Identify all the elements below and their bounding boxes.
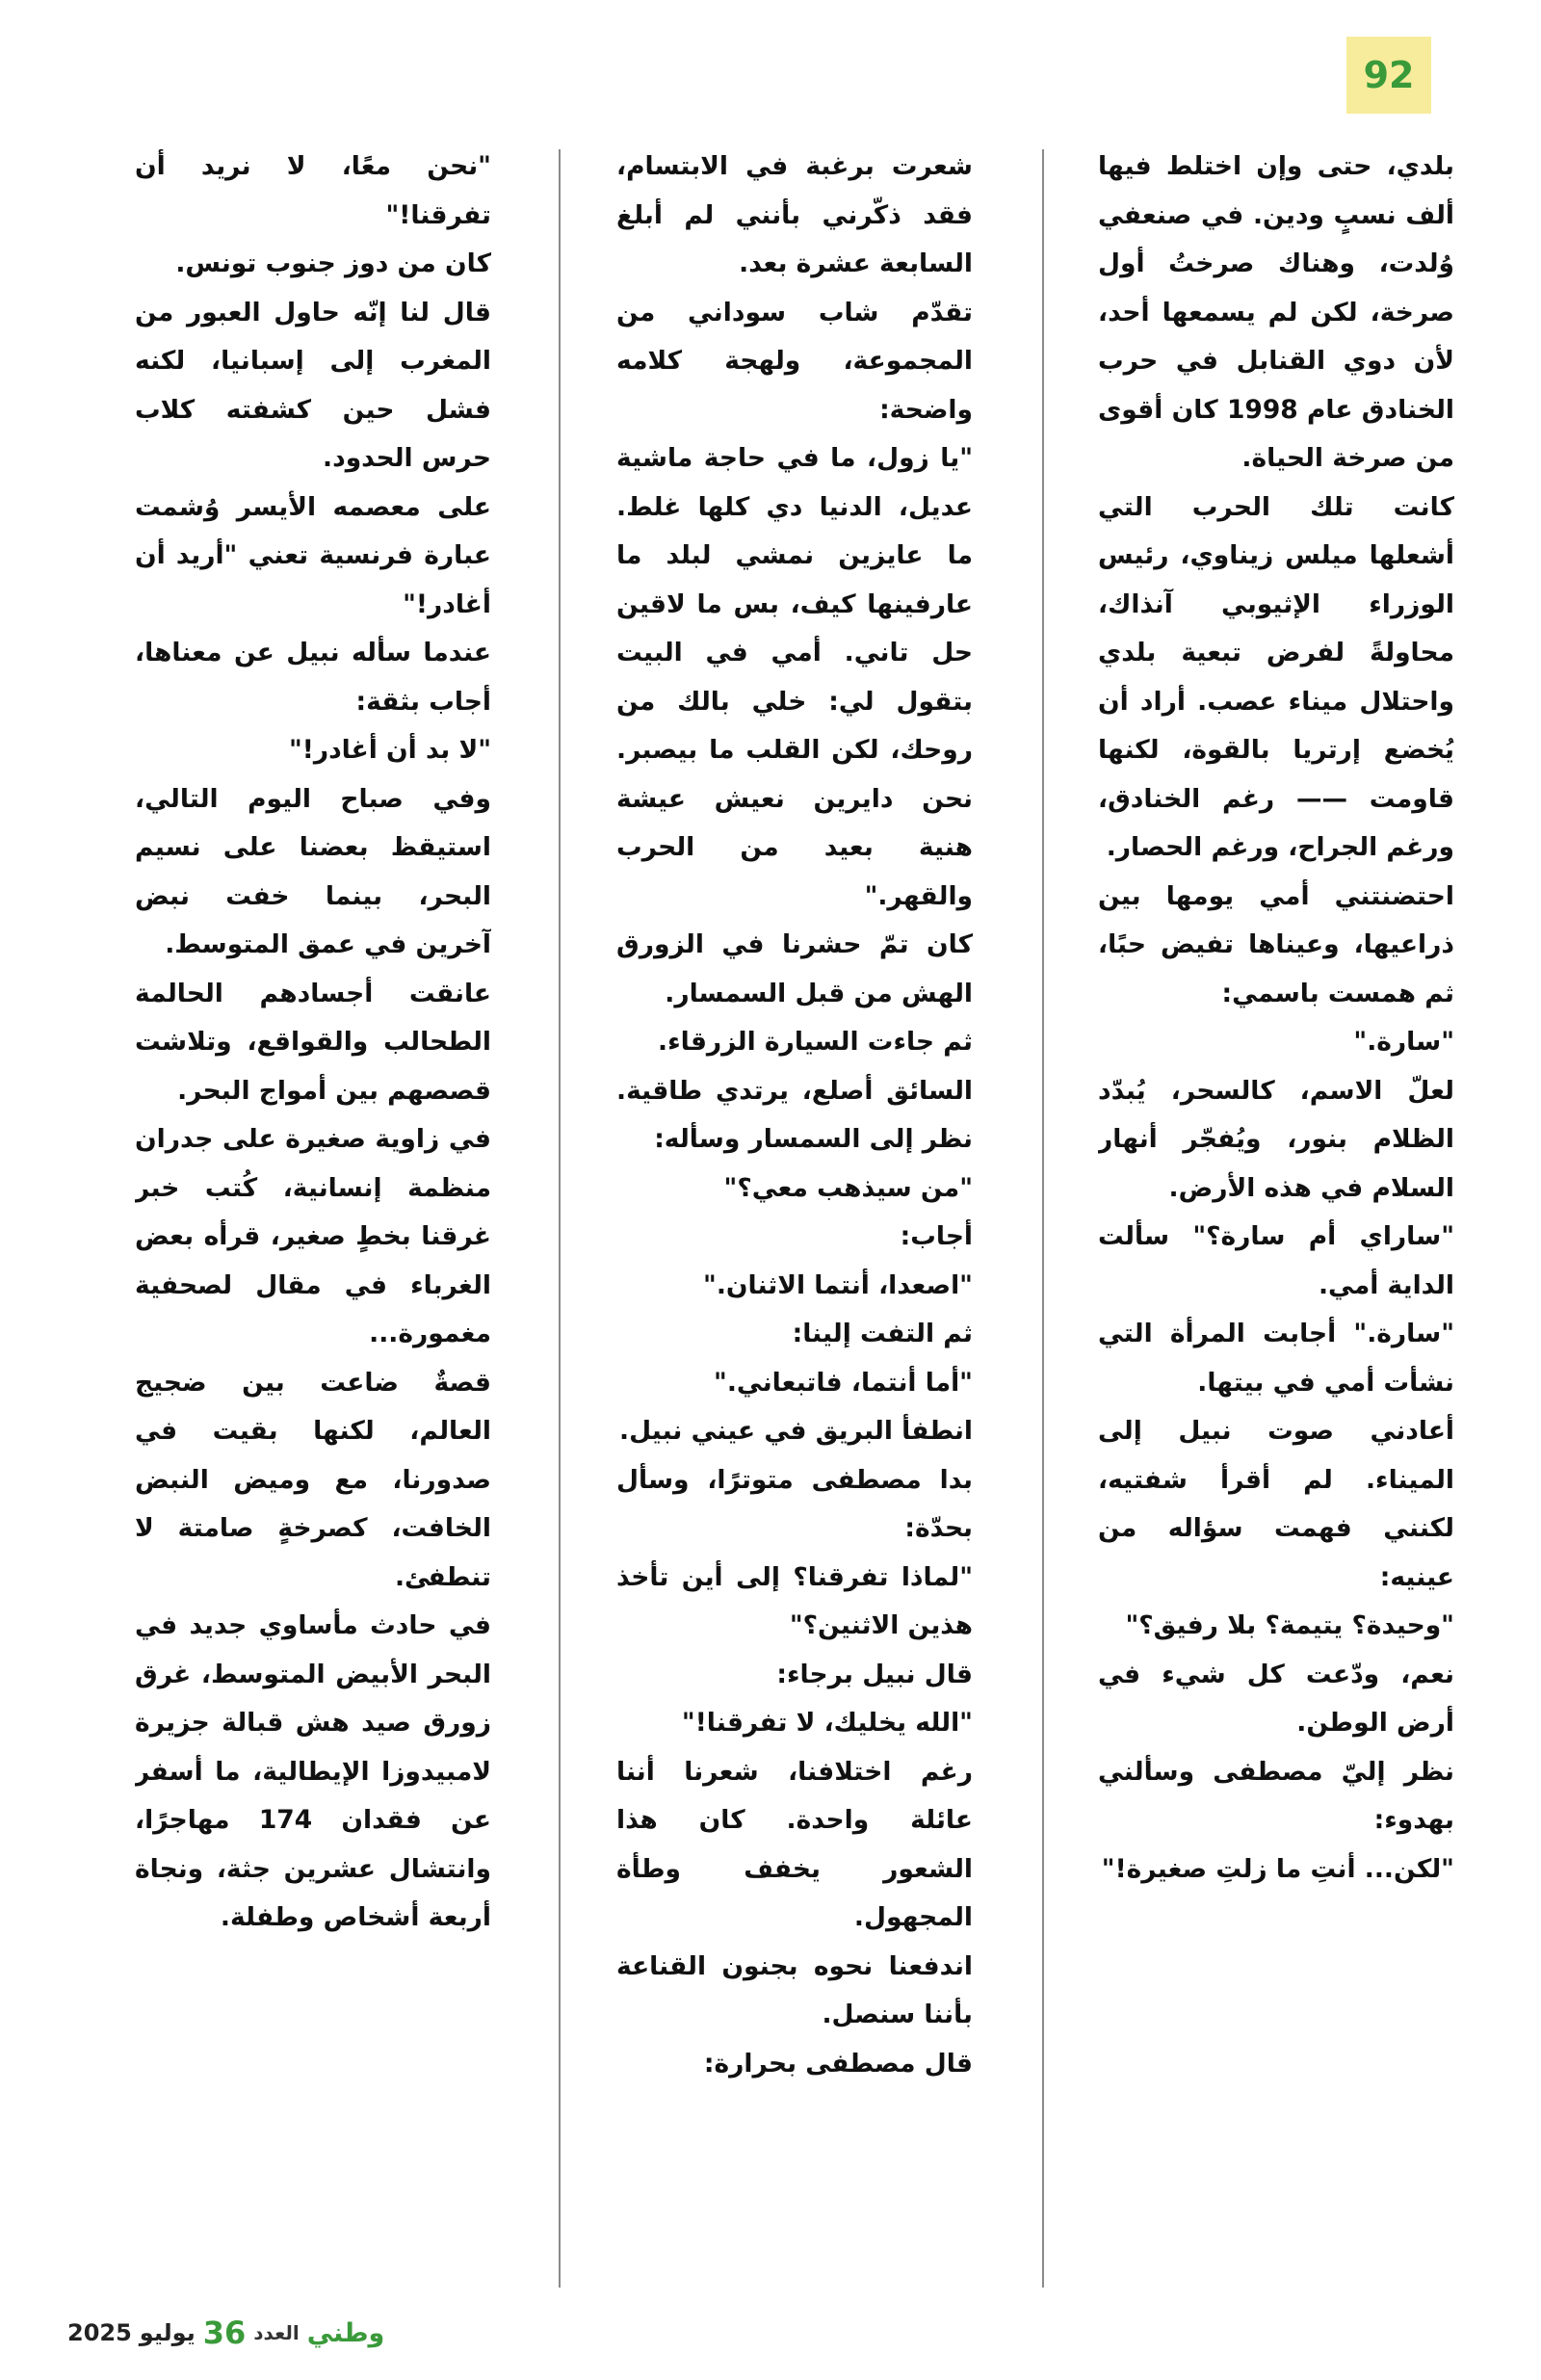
magazine-name: وطني — [306, 2317, 385, 2348]
issue-label: العدد — [253, 2321, 300, 2344]
paragraph: وفي صباح اليوم التالي، استيقظ بعضنا على نسيم البحر، بينما خفت نبض آخرين في عمق المتوسط. — [135, 783, 491, 959]
paragraph: "سارة." — [1353, 1027, 1454, 1057]
paragraph: ثم جاءت السيارة الزرقاء. — [658, 1027, 973, 1057]
paragraph: "اصعدا، أنتما الاثنان." — [703, 1269, 973, 1300]
paragraph: "أما أنتما، فاتبعاني." — [714, 1367, 973, 1398]
paragraph: تقدّم شاب سوداني من المجموعة، ولهجة كلامه واضحة: — [616, 297, 973, 425]
article-column-right — [1098, 143, 1454, 2310]
paragraph: "ساراي أم سارة؟" سألت الداية أمي. — [1098, 1221, 1454, 1300]
paragraph: قال مصطفى بحرارة: — [703, 2048, 973, 2079]
paragraph: على معصمه الأيسر وُشمت عبارة فرنسية تعني "أريد أن أغادر!" — [135, 491, 491, 619]
paragraph: رغم اختلافنا، شعرنا أننا عائلة واحدة. كان هذا الشعور يخفف وطأة المجهول. — [616, 1756, 973, 1932]
paragraph: لعلّ الاسم، كالسحر، يُبدّد الظلام بنور، ويُفجّر أنهار السلام في هذه الأرض. — [1098, 1075, 1454, 1203]
paragraph: "لماذا تفرقنا؟ إلى أين تأخذ هذين الاثنين؟" — [616, 1561, 973, 1640]
page-number-badge — [1346, 37, 1431, 114]
page-footer — [67, 2314, 384, 2352]
paragraph: في حادث مأساوي جديد في البحر الأبيض المتوسط، غرق زورق صيد هش قبالة جزيرة لامبيدوزا الإيطالية، ما أسفر عن فقدان 174 مهاجرًا، وانتشال عشرين جثة، ونجاة أربعة أشخاص وطفلة. — [135, 1610, 491, 1932]
paragraph: أجاب: — [900, 1221, 973, 1251]
paragraph: "الله يخليك، لا تفرقنا!" — [681, 1708, 973, 1738]
paragraph: عانقت أجسادهم الحالمة الطحالب والقواقع، وتلاشت قصصهم بين أمواج البحر. — [135, 978, 491, 1106]
paragraph: "من سيذهب معي؟" — [723, 1172, 973, 1203]
issue-month: يوليو — [139, 2319, 196, 2346]
paragraph: "وحيدة؟ يتيمة؟ بلا رفيق؟" — [1125, 1610, 1454, 1640]
paragraph: أعادني صوت نبيل إلى الميناء. لم أقرأ شفتيه، لكنني فهمت سؤاله من عينيه: — [1098, 1416, 1454, 1592]
page-number: 92 — [1363, 54, 1415, 96]
paragraph: قال نبيل برجاء: — [776, 1659, 973, 1689]
paragraph: كان من دوز جنوب تونس. — [175, 248, 491, 278]
paragraph: "سارة." أجابت المرأة التي نشأت أمي في بيتها. — [1098, 1319, 1454, 1398]
paragraph: "لكن... أنتِ ما زلتِ صغيرة!" — [1101, 1853, 1454, 1884]
paragraph: "لا بد أن أغادر!" — [288, 735, 491, 765]
paragraph: بلدي، حتى وإن اختلط فيها ألف نسبٍ ودين. في صنعفي وُلدت، وهناك صرختُ أول صرخة، لكن لم يسمعها أحد، لأن دوي القنابل في حرب الخنادق عام 1998 كان أقوى من صرخة الحياة. — [1098, 151, 1454, 473]
paragraph: في زاوية صغيرة على جدران منظمة إنسانية، كُتب خبر غرقنا بخطٍ صغير، قرأه بعض الغرباء في مقال لصحفية مغمورة... — [135, 1124, 491, 1348]
paragraph: شعرت برغبة في الابتسام، فقد ذكّرني بأنني لم أبلغ السابعة عشرة بعد. — [616, 151, 973, 278]
paragraph: اندفعنا نحوه بجنون القناعة بأننا سنصل. — [616, 1950, 973, 2029]
paragraph: كانت تلك الحرب التي أشعلها ميلس زيناوي، رئيس الوزراء الإثيوبي آنذاك، محاولةً لفرض تبعية بلدي واحتلال ميناء عصب. أراد أن يُخضع إرتريا بالقوة، لكنها قاومت —— رغم الخنادق، ورغم الجراح، ورغم الحصار. — [1098, 491, 1454, 862]
paragraph: نظر إليّ مصطفى وسألني بهدوء: — [1098, 1756, 1454, 1835]
paragraph: "يا زول، ما في حاجة ماشية عديل، الدنيا دي كلها غلط. ما عايزين نمشي لبلد ما عارفينها كيف، بس ما لاقين حل تاني. أمي في البيت بتقول لي: خلي بالك من روحك، لكن القلب ما بيصبر. نحن دايرين نعيش عيشة هنية بعيد من الحرب والقهر." — [616, 443, 973, 911]
paragraph: نعم، ودّعت كل شيء في أرض الوطن. — [1098, 1659, 1454, 1738]
column-divider — [1042, 149, 1044, 2288]
paragraph: انطفأ البريق في عيني نبيل. — [619, 1416, 973, 1446]
paragraph: كان تمّ حشرنا في الزورق الهش من قبل السمسار. — [616, 929, 973, 1008]
paragraph: "نحن معًا، لا نريد أن تفرقنا!" — [135, 151, 491, 230]
column-divider — [559, 149, 561, 2288]
paragraph: قصةٌ ضاعت بين ضجيج العالم، لكنها بقيت في صدورنا، مع وميض النبض الخافت، كصرخةٍ صامتة لا تنطفئ. — [135, 1367, 491, 1592]
issue-number: 36 — [202, 2315, 247, 2351]
paragraph: احتضنتني أمي يومها بين ذراعيها، وعيناها تفيض حبًا، ثم همست باسمي: — [1098, 880, 1454, 1008]
paragraph: قال لنا إنّه حاول العبور من المغرب إلى إسبانيا، لكنه فشل حين كشفته كلاب حرس الحدود. — [135, 297, 491, 473]
paragraph: السائق أصلع، يرتدي طاقية. نظر إلى السمسار وسأله: — [616, 1075, 973, 1154]
paragraph: ثم التفت إلينا: — [792, 1319, 973, 1348]
article-column-left — [135, 143, 491, 2310]
paragraph: عندما سأله نبيل عن معناها، أجاب بثقة: — [135, 638, 491, 717]
issue-year: 2025 — [67, 2319, 132, 2346]
article-column-middle — [616, 143, 973, 2310]
paragraph: بدا مصطفى متوترًا، وسأل بحدّة: — [616, 1464, 973, 1543]
